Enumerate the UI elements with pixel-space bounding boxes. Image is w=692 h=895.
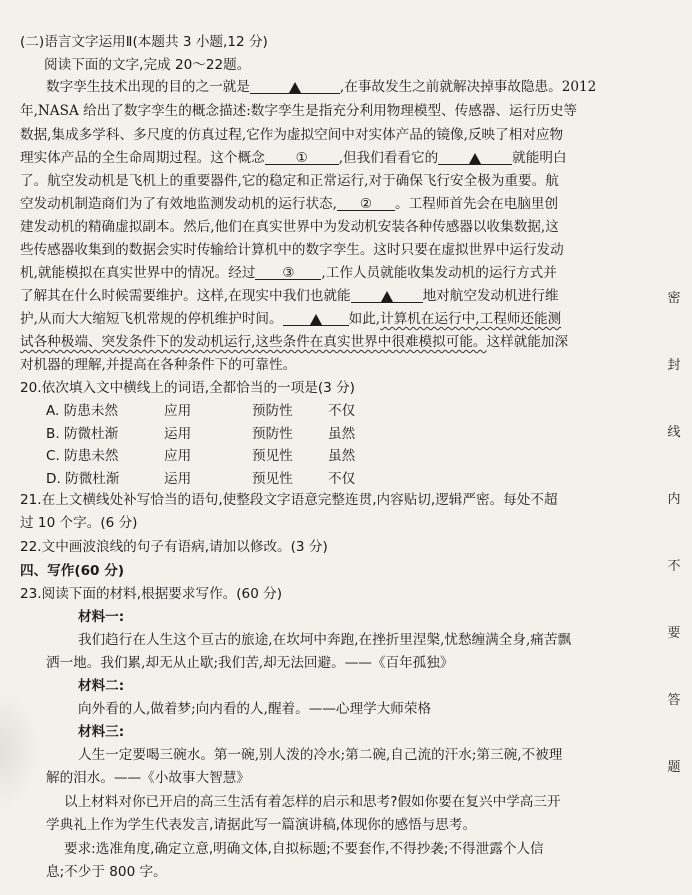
text: 护,从而大大缩短飞机常规的停机维护时间。 bbox=[20, 311, 283, 327]
question-22: 22.文中画波浪线的句子有语病,请加以修改。(3 分) bbox=[20, 539, 328, 555]
answer-blank-2 bbox=[337, 195, 395, 211]
text: 数字孪生技术出现的目的之一就是 bbox=[46, 79, 250, 95]
blank-number: ① bbox=[295, 150, 308, 166]
option-cell: 预防性 bbox=[252, 425, 293, 442]
triangle-icon bbox=[289, 82, 301, 93]
question-23: 23.阅读下面的材料,根据要求写作。(60 分) bbox=[20, 586, 283, 602]
passage-line bbox=[20, 195, 558, 213]
text: 这样就能加深 bbox=[486, 334, 569, 350]
option-cell: 不仅 bbox=[328, 403, 356, 419]
seal-char: 密 bbox=[667, 291, 681, 306]
material-3-text: 解的泪水。——《小故事大智慧》 bbox=[46, 770, 250, 786]
text: 如此, bbox=[348, 311, 381, 327]
option-cell: 预见性 bbox=[252, 448, 293, 464]
passage-line bbox=[20, 333, 568, 351]
answer-blank-3 bbox=[255, 264, 321, 280]
answer-blank bbox=[351, 287, 423, 303]
material-1-text: 我们趋行在人生这个亘古的旅途,在坎坷中奔跑,在挫折里涅槃,忧愁缠满全身,痛苦飘 bbox=[78, 632, 572, 648]
seal-char: 不 bbox=[667, 559, 681, 574]
material-2-title: 材料二: bbox=[78, 678, 125, 694]
option-cell: 虽然 bbox=[328, 448, 356, 464]
wavy-sentence: 计算机在运行中,工程师还能测 bbox=[380, 311, 562, 327]
passage-line bbox=[20, 149, 567, 167]
option-cell: 应用 bbox=[164, 403, 192, 419]
seal-char: 要 bbox=[667, 626, 681, 641]
text: 理实体产品的全生命周期过程。这个概念 bbox=[20, 150, 265, 166]
text: ,在事故发生之前就解决掉事故隐患。2012 bbox=[339, 79, 597, 95]
triangle-icon bbox=[469, 153, 481, 164]
passage-line: 对机器的理解,并提高在各种条件下的可靠性。 bbox=[20, 357, 297, 373]
instruction: 阅读下面的文字,完成 20～22题。 bbox=[44, 57, 251, 73]
text: 了解其在什么时候需要维护。这样,在现实中我们也就能 bbox=[20, 288, 351, 304]
wavy-sentence: 试各种极端、突发条件下的发动机运行,这些条件在真实世界中很难模拟可能。 bbox=[20, 334, 487, 350]
requirements-text: 要求:选准角度,确定立意,明确文体,自拟标题;不要套作,不得抄袭;不得泄露个人信 bbox=[64, 841, 544, 857]
question-21: 21.在上文横线处补写恰当的语句,使整段文字语意完整连贯,内容贴切,逻辑严密。每处不超 bbox=[20, 492, 558, 508]
option-cell: A. 防患未然 bbox=[46, 403, 119, 419]
material-1-text: 洒一地。我们累,却无从止歇;我们苦,却无法回避。——《百年孤独》 bbox=[46, 655, 454, 671]
material-3-title: 材料三: bbox=[78, 724, 125, 740]
option-cell: 运用 bbox=[164, 470, 192, 487]
section-writing: 四、写作(60 分) bbox=[20, 563, 125, 579]
prompt-text: 学典礼上作为学生代表发言,请据此写一篇演讲稿,体现你的感悟与思考。 bbox=[46, 817, 477, 833]
text: ,但我们看看它的 bbox=[338, 150, 439, 166]
material-1-title: 材料一: bbox=[78, 609, 125, 625]
option-cell: 运用 bbox=[164, 425, 192, 442]
passage-line bbox=[20, 310, 561, 328]
passage-line: 些传感器收集到的数据会实时传输给计算机中的数字孪生。这时只要在虚拟世界中运行发动 bbox=[20, 242, 564, 258]
text: ,工作人员就能收集发动机的运行方式并 bbox=[321, 265, 557, 281]
option-cell: 虽然 bbox=[328, 425, 356, 442]
answer-blank bbox=[438, 149, 512, 165]
text: 空发动机制造商们为了有效地监测发动机的运行状态, bbox=[20, 196, 337, 212]
question-20: 20.依次填入文中横线上的词语,全都恰当的一项是(3 分) bbox=[20, 380, 355, 396]
passage-line: 建发动机的精确虚拟副本。然后,他们在真实世界中为发动机安装各种传感器以收集数据,这 bbox=[20, 219, 559, 235]
passage-line: 数据,集成多学科、多尺度的仿真过程,它作为虚拟空间中对实体产品的镜像,反映了相对应物 bbox=[20, 127, 564, 143]
option-cell: B. 防微杜渐 bbox=[46, 425, 119, 442]
answer-blank-1 bbox=[265, 149, 339, 165]
option-cell: 预见性 bbox=[252, 470, 293, 487]
text: 。工程师首先会在电脑里创 bbox=[394, 196, 559, 212]
blank-number: ③ bbox=[282, 265, 295, 281]
triangle-icon bbox=[381, 291, 393, 302]
answer-blank bbox=[250, 78, 340, 94]
passage-line bbox=[20, 264, 557, 282]
passage-line: 了。航空发动机是飞机上的重要器件,它的稳定和正常运行,对于确保飞行安全极为重要。航 bbox=[20, 173, 559, 189]
seal-char: 题 bbox=[667, 760, 681, 775]
seal-char: 封 bbox=[667, 358, 681, 373]
seal-char: 线 bbox=[667, 425, 681, 440]
seal-char: 内 bbox=[667, 492, 681, 507]
text: 就能明白 bbox=[512, 150, 567, 166]
text: 机,就能模拟在真实世界中的情况。经过 bbox=[20, 265, 256, 281]
requirements-text: 息;不少于 800 字。 bbox=[46, 864, 167, 880]
option-cell: D. 防微杜渐 bbox=[46, 470, 120, 487]
passage-line bbox=[20, 287, 559, 305]
passage-line bbox=[46, 78, 596, 96]
answer-blank bbox=[283, 310, 349, 326]
passage-line: 年,NASA 给出了数字孪生的概念描述:数字孪生是指充分利用物理模型、传感器、运行历史等 bbox=[20, 103, 578, 119]
material-2-text: 向外看的人,做着梦;向内看的人,醒着。——心理学大师荣格 bbox=[78, 701, 432, 717]
option-cell: 预防性 bbox=[252, 403, 293, 419]
text: 地对航空发动机进行维 bbox=[422, 288, 559, 304]
question-21-cont: 过 10 个字。(6 分) bbox=[20, 515, 138, 531]
option-cell: 不仅 bbox=[328, 470, 356, 487]
option-cell: C. 防患未然 bbox=[46, 448, 119, 464]
blank-number: ② bbox=[359, 196, 373, 212]
scan-smudge bbox=[0, 690, 40, 810]
option-cell: 应用 bbox=[164, 448, 192, 464]
seal-line-notice bbox=[660, 290, 688, 826]
prompt-text: 以上材料对你已开启的高三生活有着怎样的启示和思考?假如你要在复兴中学高三开 bbox=[64, 794, 561, 810]
seal-char: 答 bbox=[667, 693, 681, 708]
section-heading: (二)语言文字运用Ⅱ(本题共 3 小题,12 分) bbox=[20, 34, 268, 50]
material-3-text: 人生一定要喝三碗水。第一碗,别人泼的冷水;第二碗,自己流的汗水;第三碗,不被理 bbox=[78, 747, 563, 763]
triangle-icon bbox=[310, 314, 322, 325]
